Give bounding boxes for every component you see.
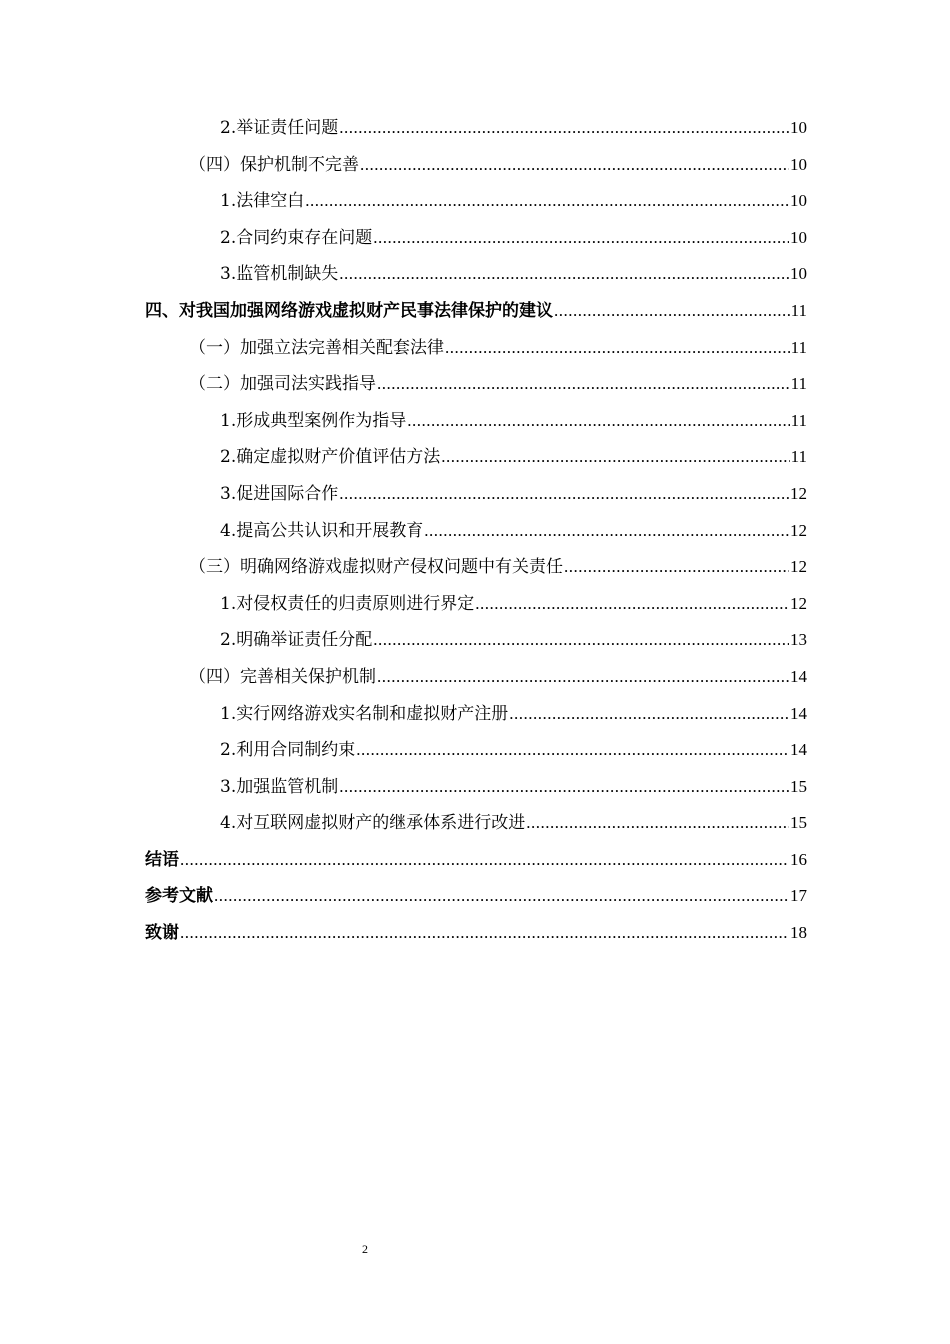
toc-entry-page: 13 [790,630,807,650]
toc-leader-dots [407,403,789,440]
toc-leader-dots [339,256,789,293]
toc-entry-title: 1.实行网络游戏实名制和虚拟财产注册 [220,703,509,724]
toc-entry-title: （一）加强立法完善相关配套法律 [189,337,444,358]
toc-leader-dots [509,696,789,733]
toc-leader-dots [356,732,789,769]
toc-entry-page: 12 [790,483,807,503]
toc-entry-page: 11 [790,374,807,394]
toc-entry-page: 11 [790,337,807,357]
toc-entry-title: 1.对侵权责任的归责原则进行界定 [220,593,475,614]
toc-entry-title: 致谢 [145,923,179,944]
toc-leader-dots [526,805,789,842]
toc-leader-dots [554,293,790,330]
toc-leader-dots [339,476,789,513]
toc-entry[interactable] [145,110,807,147]
toc-entry[interactable] [145,622,807,659]
toc-entry-page: 10 [790,227,807,247]
toc-entry-page: 15 [790,813,807,833]
toc-entry-title: （二）加强司法实践指导 [189,374,376,395]
toc-entry-page: 14 [790,666,807,686]
toc-entry-page: 12 [790,557,807,577]
toc-entry-page: 14 [790,703,807,723]
toc-entry-page: 16 [790,849,807,869]
toc-entry-page: 10 [790,264,807,284]
toc-entry-title: （四）保护机制不完善 [189,154,359,175]
toc-entry-page: 17 [790,886,807,906]
toc-entry-page: 11 [790,300,807,320]
toc-entry[interactable] [145,696,807,733]
toc-entry[interactable] [145,366,807,403]
toc-entry[interactable] [145,878,807,915]
toc-entry-title: 3.加强监管机制 [220,776,339,797]
toc-entry-page: 10 [790,118,807,137]
toc-entry-title: 4.提高公共认识和开展教育 [220,520,424,541]
toc-entry[interactable] [145,732,807,769]
toc-entry[interactable] [145,915,807,952]
table-of-contents [145,110,807,952]
toc-entry-title: 2.举证责任问题 [220,118,339,138]
toc-entry-title: 2.确定虚拟财产价值评估方法 [220,447,441,468]
toc-entry-title: 四、对我国加强网络游戏虚拟财产民事法律保护的建议 [145,300,553,321]
toc-entry-title: 2.利用合同制约束 [220,740,356,761]
toc-leader-dots [424,513,789,550]
toc-entry[interactable] [145,549,807,586]
toc-leader-dots [339,110,789,147]
toc-entry-page: 10 [790,154,807,174]
toc-entry-page: 18 [790,923,807,943]
toc-entry[interactable] [145,659,807,696]
toc-entry[interactable] [145,439,807,476]
toc-entry-page: 11 [790,410,807,430]
toc-entry-page: 12 [790,520,807,540]
toc-entry-title: 1.法律空白 [220,191,305,212]
toc-entry[interactable] [145,769,807,806]
toc-leader-dots [373,622,789,659]
toc-entry-page: 11 [790,447,807,467]
toc-entry-title: 4.对互联网虚拟财产的继承体系进行改进 [220,813,526,834]
toc-leader-dots [339,769,789,806]
toc-entry[interactable] [145,476,807,513]
toc-entry-title: （三）明确网络游戏虚拟财产侵权问题中有关责任 [189,557,563,578]
toc-entry-title: （四）完善相关保护机制 [189,666,376,687]
toc-entry-title: 1.形成典型案例作为指导 [220,410,407,431]
toc-entry[interactable] [145,256,807,293]
toc-leader-dots [214,878,789,915]
toc-leader-dots [180,915,789,952]
toc-leader-dots [377,366,790,403]
toc-entry[interactable] [145,220,807,257]
toc-entry-title: 3.促进国际合作 [220,483,339,504]
toc-leader-dots [305,183,789,220]
toc-entry[interactable] [145,805,807,842]
toc-entry-title: 2.明确举证责任分配 [220,630,373,651]
toc-leader-dots [180,842,789,879]
toc-leader-dots [445,330,790,367]
toc-leader-dots [564,549,789,586]
toc-entry-title: 3.监管机制缺失 [220,264,339,285]
toc-entry[interactable] [145,513,807,550]
toc-entry-title: 2.合同约束存在问题 [220,227,373,248]
toc-entry-title: 参考文献 [145,886,213,907]
toc-entry-title: 结语 [145,849,179,870]
toc-entry-page: 14 [790,740,807,760]
toc-entry-page: 10 [790,191,807,211]
toc-entry[interactable] [145,842,807,879]
toc-entry[interactable] [145,147,807,184]
toc-leader-dots [377,659,789,696]
toc-leader-dots [360,147,789,184]
toc-entry[interactable] [145,293,807,330]
toc-entry[interactable] [145,586,807,623]
toc-entry[interactable] [145,403,807,440]
toc-leader-dots [441,439,789,476]
toc-entry[interactable] [145,183,807,220]
toc-entry-page: 12 [790,593,807,613]
page-number: 2 [362,1242,368,1256]
toc-leader-dots [475,586,789,623]
toc-entry-page: 15 [790,776,807,796]
toc-leader-dots [373,220,789,257]
toc-entry[interactable] [145,330,807,367]
